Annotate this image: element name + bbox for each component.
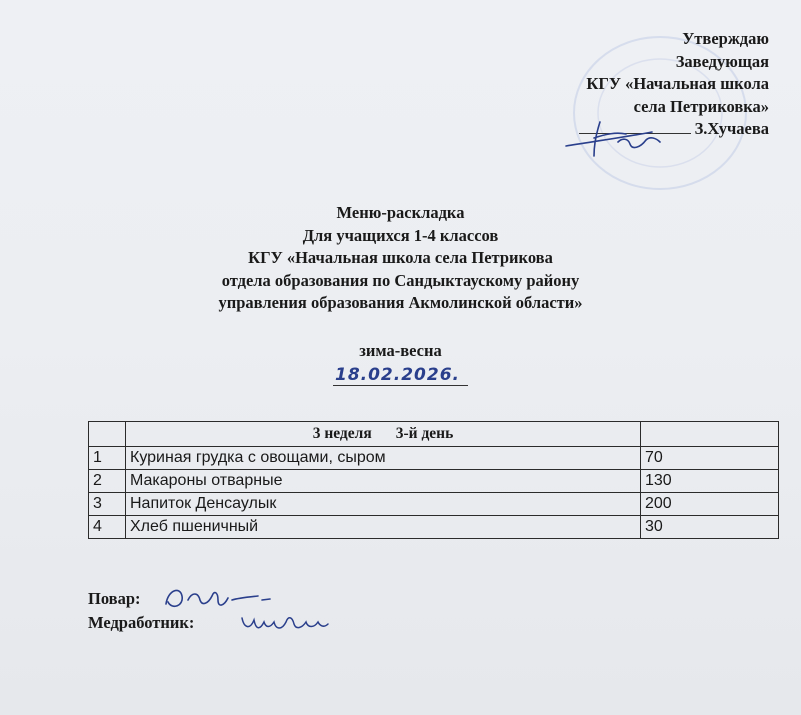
heading-line-2: Для учащихся 1-4 классов: [302, 225, 499, 245]
cook-label: Повар:: [88, 589, 141, 608]
header-cell-title: [126, 422, 641, 447]
heading-line-4: отдела образования по Сандыктаускому району: [221, 270, 580, 290]
menu-table: [88, 421, 779, 539]
table-row: [89, 493, 779, 516]
week-label: 3 неделя: [312, 425, 372, 442]
season-label: зима-весна: [359, 341, 442, 360]
day-label: 3-й день: [395, 425, 454, 442]
dish-amount: 30: [641, 516, 779, 539]
table-row: [89, 447, 779, 470]
approval-line-1: Утверждаю: [682, 29, 769, 48]
approval-line-2: Заведующая: [675, 51, 769, 71]
dish-name: Хлеб пшеничный: [126, 516, 641, 539]
row-number: 4: [89, 516, 126, 539]
handwritten-date: 18.02.2026.: [333, 365, 468, 386]
approval-block: [579, 28, 769, 141]
table-row: [89, 516, 779, 539]
table-header-row: [89, 422, 779, 447]
row-number: 3: [89, 493, 126, 516]
row-number: 1: [89, 447, 126, 470]
header-cell-num: [89, 422, 126, 447]
cook-signature: [158, 580, 278, 614]
approval-line-3: КГУ «Начальная школа: [586, 74, 769, 93]
dish-amount: 130: [641, 470, 779, 493]
dish-amount: 200: [641, 493, 779, 516]
row-number: 2: [89, 470, 126, 493]
dish-name: Макароны отварные: [126, 470, 641, 493]
document-title: Меню-раскладка: [336, 203, 465, 222]
approval-line-4: села Петриковка»: [633, 96, 769, 116]
approval-signature-line: [579, 118, 769, 141]
dish-name: Напиток Денсаулык: [126, 493, 641, 516]
header-cell-amount: [641, 422, 779, 447]
heading-block: [0, 202, 801, 315]
signature-blank: [579, 133, 691, 134]
table-row: [89, 470, 779, 493]
date-row: [0, 364, 801, 387]
dish-name: Куриная грудка с овощами, сыром: [126, 447, 641, 470]
heading-line-5: управления образования Акмолинской области»: [218, 293, 583, 312]
dish-amount: 70: [641, 447, 779, 470]
medic-label: Медработник:: [88, 613, 195, 632]
director-name: З.Хучаева: [694, 119, 769, 138]
medic-signature: [236, 608, 336, 638]
heading-line-3: КГУ «Начальная школа села Петрикова: [248, 248, 553, 267]
